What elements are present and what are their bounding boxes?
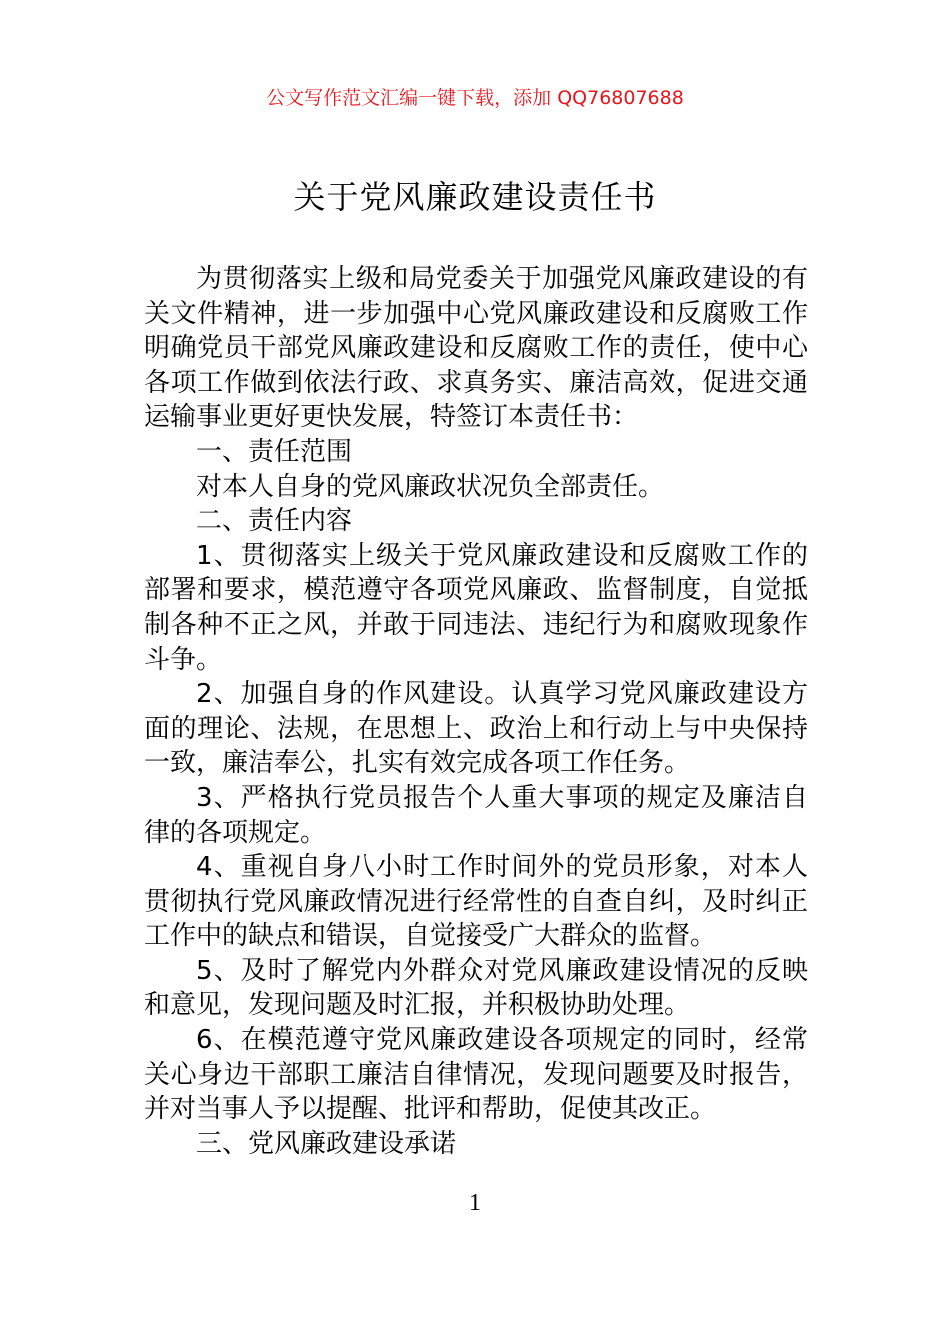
content-item-6: 6、在模范遵守党风廉政建设各项规定的同时，经常关心身边干部职工廉洁自律情况，发现问题要及时报告，并对当事人予以提醒、批评和帮助，促使其改正。 bbox=[144, 1025, 808, 1125]
document-title: 关于党风廉政建设责任书 bbox=[293, 178, 657, 216]
content-item-2: 2、加强自身的作风建设。认真学习党风廉政建设方面的理论、法规，在思想上、政治上和行动上与中央保持一致，廉洁奉公，扎实有效完成各项工作任务。 bbox=[144, 679, 808, 779]
section-heading-commitment: 三、党风廉政建设承诺 bbox=[196, 1128, 457, 1159]
section-heading-content: 二、责任内容 bbox=[196, 506, 353, 537]
content-item-5: 5、及时了解党内外群众对党风廉政建设情况的反映和意见，发现问题及时汇报，并积极协助处理。 bbox=[144, 955, 808, 1021]
intro-paragraph: 为贯彻落实上级和局党委关于加强党风廉政建设的有关文件精神，进一步加强中心党风廉政建设和反腐败工作明确党员干部党风廉政建设和反腐败工作的责任，使中心各项工作做到依法行政、求真务实、廉洁高效，促进交通运输事业更好更快发展，特签订本责任书： bbox=[144, 264, 808, 433]
content-item-1: 1、贯彻落实上级关于党风廉政建设和反腐败工作的部署和要求，模范遵守各项党风廉政、监督制度，自觉抵制各种不正之风，并敢于同违法、违纪行为和腐败现象作斗争。 bbox=[144, 540, 808, 675]
document-body bbox=[144, 262, 808, 1161]
section-heading-scope: 一、责任范围 bbox=[196, 436, 353, 467]
page-number: 1 bbox=[469, 1190, 481, 1216]
content-item-3: 3、严格执行党员报告个人重大事项的规定及廉洁自律的各项规定。 bbox=[144, 782, 808, 848]
scope-paragraph: 对本人自身的党风廉政状况负全部责任。 bbox=[196, 471, 665, 502]
content-item-4: 4、重视自身八小时工作时间外的党员形象，对本人贯彻执行党风廉政情况进行经常性的自查自纠，及时纠正工作中的缺点和错误，自觉接受广大群众的监督。 bbox=[144, 852, 808, 952]
download-banner: 公文写作范文汇编一键下载，添加 QQ76807688 bbox=[266, 87, 684, 109]
